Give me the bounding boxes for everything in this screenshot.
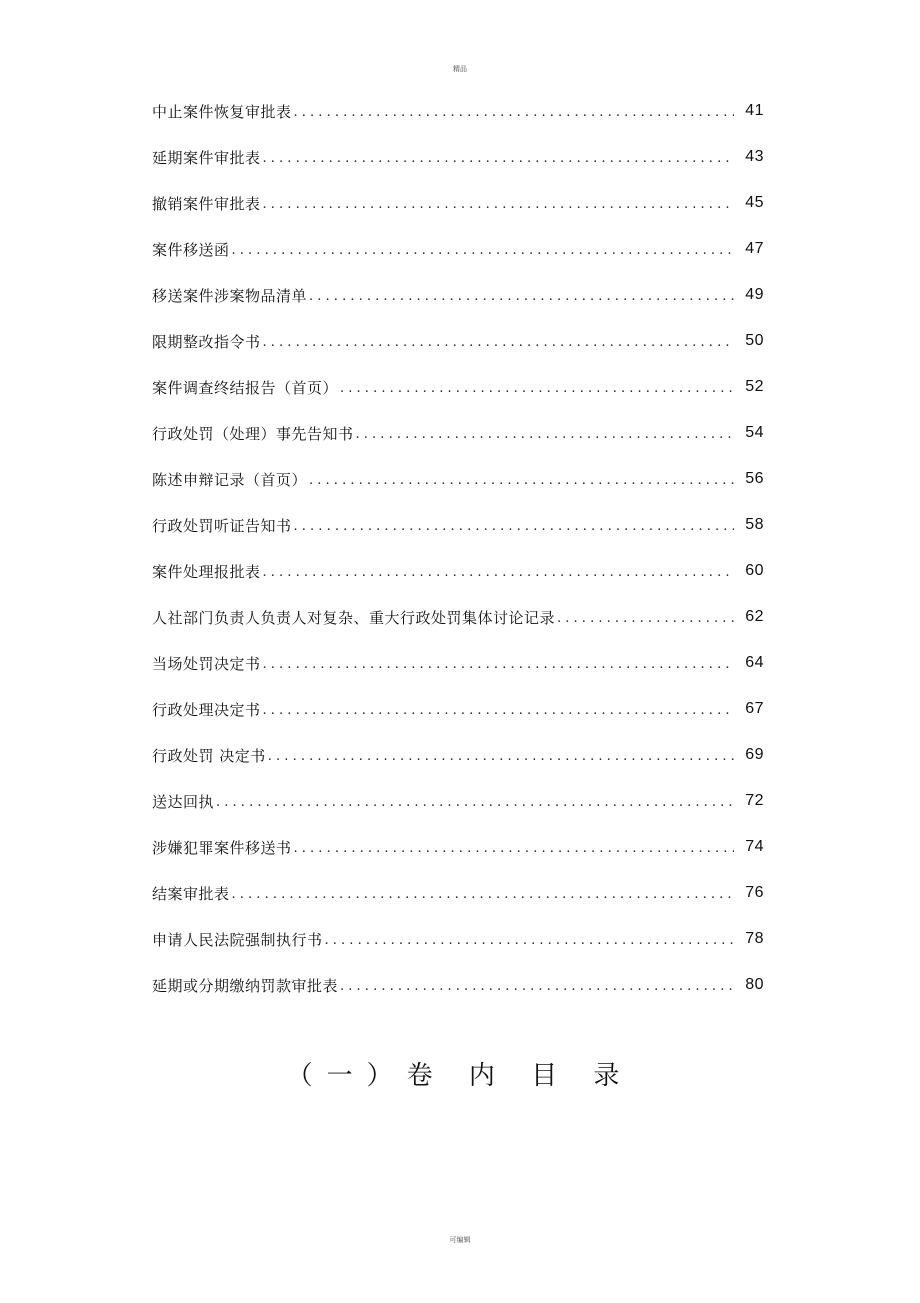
toc-entry-title: 送达回执 (152, 792, 215, 811)
toc-entry-title: 移送案件涉案物品清单 (152, 286, 308, 305)
toc-dot-leader (232, 883, 734, 903)
toc-entry-title: 申请人民法院强制执行书 (152, 930, 323, 949)
toc-dot-leader (294, 837, 734, 857)
footer-watermark: 可编辑 (449, 1236, 471, 1244)
toc-dot-leader (263, 653, 734, 673)
toc-dot-leader (294, 515, 734, 535)
toc-entry[interactable] (152, 686, 764, 732)
toc-entry[interactable] (152, 226, 764, 272)
toc-dot-leader (340, 377, 734, 397)
toc-entry[interactable] (152, 272, 764, 318)
toc-entry[interactable] (152, 778, 764, 824)
toc-entry-page-number: 67 (745, 700, 764, 717)
toc-entry-title: 延期或分期缴纳罚款审批表 (152, 976, 339, 995)
toc-entry-page-number: 49 (745, 286, 764, 303)
toc-entry-page-number: 50 (745, 332, 764, 349)
toc-entry[interactable] (152, 594, 764, 640)
toc-entry-page-number: 56 (745, 470, 764, 487)
toc-dot-leader (356, 423, 734, 443)
toc-entry[interactable] (152, 962, 764, 1008)
section-heading: （一）卷 内 目 录 (286, 1061, 634, 1091)
header-watermark: 精品 (453, 65, 467, 73)
toc-entry-title: 人社部门负责人负责人对复杂、重大行政处罚集体讨论记录 (152, 608, 556, 627)
toc-entry[interactable] (152, 824, 764, 870)
toc-entry[interactable] (152, 640, 764, 686)
toc-dot-leader (309, 285, 734, 305)
toc-entry-title: 延期案件审批表 (152, 148, 261, 167)
toc-entry-page-number: 41 (745, 102, 764, 119)
toc-entry[interactable] (152, 364, 764, 410)
toc-entry-title: 案件处理报批表 (152, 562, 261, 581)
toc-dot-leader (263, 331, 734, 351)
toc-dot-leader (263, 193, 734, 213)
table-of-contents (152, 88, 764, 1008)
toc-entry[interactable] (152, 88, 764, 134)
toc-entry-title: 行政处罚（处理）事先告知书 (152, 424, 354, 443)
toc-entry-page-number: 69 (745, 746, 764, 763)
toc-dot-leader (294, 101, 734, 121)
toc-entry-page-number: 60 (745, 562, 764, 579)
toc-entry-page-number: 43 (745, 148, 764, 165)
toc-entry-page-number: 80 (745, 976, 764, 993)
toc-dot-leader (340, 975, 734, 995)
toc-entry-page-number: 72 (745, 792, 764, 809)
toc-entry-title: 撤销案件审批表 (152, 194, 261, 213)
toc-entry-page-number: 78 (745, 930, 764, 947)
toc-entry[interactable] (152, 456, 764, 502)
toc-dot-leader (325, 929, 734, 949)
toc-entry-title: 涉嫌犯罪案件移送书 (152, 838, 292, 857)
toc-entry-title: 行政处罚 决定书 (152, 746, 266, 765)
toc-entry[interactable] (152, 180, 764, 226)
toc-dot-leader (216, 791, 734, 811)
toc-dot-leader (557, 607, 734, 627)
toc-entry-title: 陈述申辩记录（首页） (152, 470, 308, 489)
toc-entry-page-number: 62 (745, 608, 764, 625)
toc-dot-leader (268, 745, 734, 765)
toc-entry[interactable] (152, 410, 764, 456)
toc-entry[interactable] (152, 548, 764, 594)
toc-entry[interactable] (152, 134, 764, 180)
toc-entry-title: 结案审批表 (152, 884, 230, 903)
toc-dot-leader (232, 239, 734, 259)
toc-entry-title: 行政处理决定书 (152, 700, 261, 719)
toc-entry-title: 案件调查终结报告（首页） (152, 378, 339, 397)
toc-entry-page-number: 76 (745, 884, 764, 901)
toc-entry-page-number: 45 (745, 194, 764, 211)
toc-dot-leader (263, 699, 734, 719)
toc-entry-page-number: 64 (745, 654, 764, 671)
toc-entry-title: 行政处罚听证告知书 (152, 516, 292, 535)
toc-dot-leader (263, 147, 734, 167)
toc-entry-title: 当场处罚决定书 (152, 654, 261, 673)
toc-entry[interactable] (152, 502, 764, 548)
toc-entry[interactable] (152, 732, 764, 778)
toc-entry-page-number: 58 (745, 516, 764, 533)
toc-entry[interactable] (152, 916, 764, 962)
toc-entry-title: 中止案件恢复审批表 (152, 102, 292, 121)
toc-entry[interactable] (152, 318, 764, 364)
toc-dot-leader (309, 469, 734, 489)
toc-dot-leader (263, 561, 734, 581)
toc-entry-title: 案件移送函 (152, 240, 230, 259)
toc-entry-page-number: 74 (745, 838, 764, 855)
toc-entry[interactable] (152, 870, 764, 916)
toc-entry-page-number: 52 (745, 378, 764, 395)
toc-entry-title: 限期整改指令书 (152, 332, 261, 351)
toc-entry-page-number: 54 (745, 424, 764, 441)
toc-entry-page-number: 47 (745, 240, 764, 257)
